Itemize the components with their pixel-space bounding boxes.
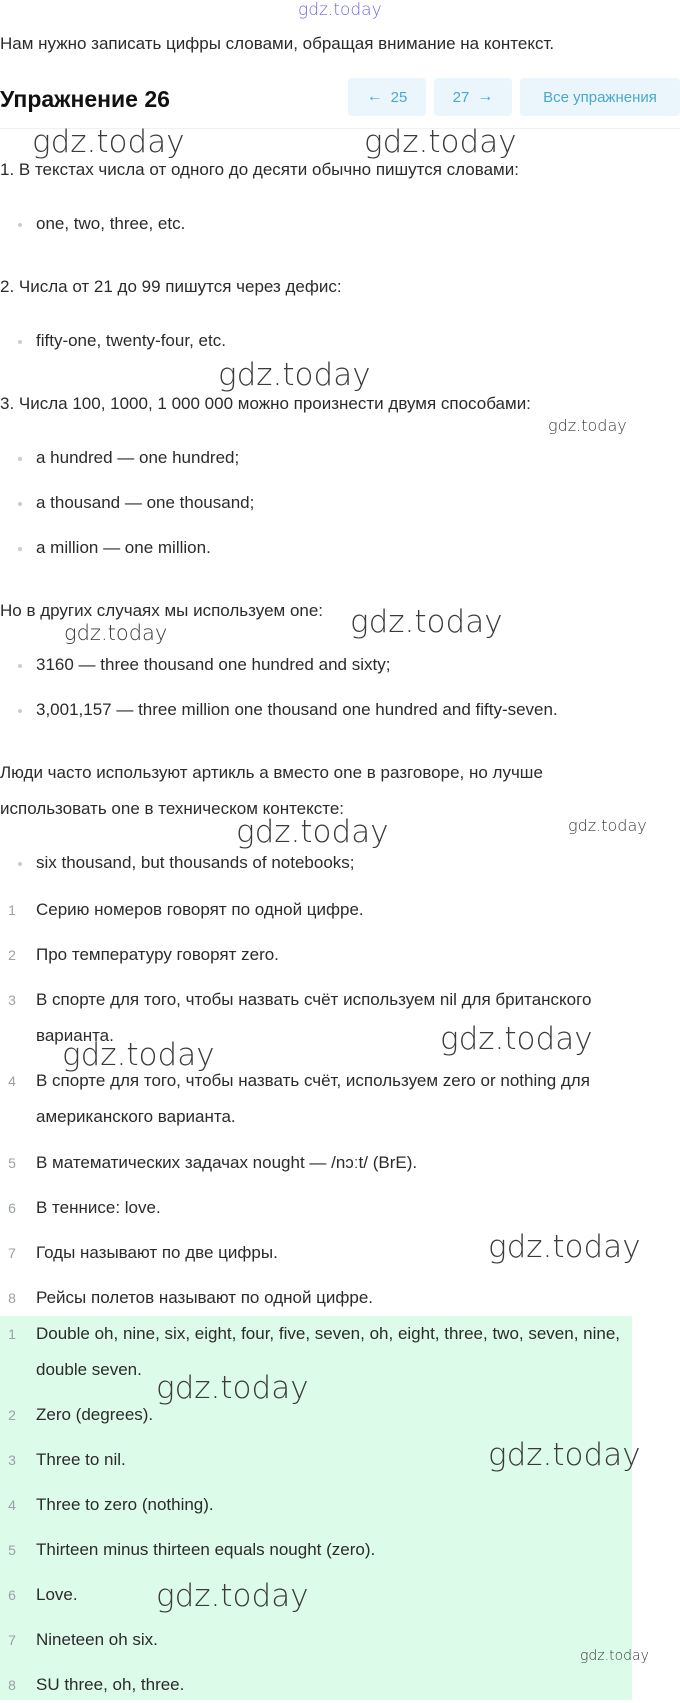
answer-number: 1 [8, 1326, 16, 1342]
list-item: a thousand — one thousand; [36, 493, 255, 512]
answer-number: 7 [8, 1632, 16, 1648]
list-item: Рейсы полетов называют по одной цифре. [36, 1288, 374, 1307]
answer-item: Zero (degrees). [36, 1405, 154, 1424]
list-item: В спорте для того, чтобы назвать счёт, используем zero or nothing для американского варианта. [36, 1071, 590, 1126]
watermark: gdz.today [488, 1437, 641, 1473]
list-item: 3160 — three thousand one hundred and sixty; [36, 655, 391, 674]
answer-item: Three to zero (nothing). [36, 1495, 214, 1514]
answer-number: 3 [8, 1452, 16, 1468]
paragraph: Люди часто используют артикль a вместо one в разговоре, но лучше использовать one в техническом контексте: [0, 763, 543, 818]
list-item: В спорте для того, чтобы назвать счёт используем nil для британского варианта. [36, 990, 592, 1045]
prev-exercise-label: 25 [390, 88, 408, 106]
watermark: gdz.today [218, 357, 371, 393]
list-item: a hundred — one hundred; [36, 448, 240, 467]
watermark: gdz.today [156, 1578, 309, 1614]
list-number: 8 [8, 1290, 16, 1306]
watermark: gdz.today [64, 621, 168, 645]
watermark: gdz.today [548, 416, 627, 435]
watermark: gdz.today [236, 814, 389, 850]
answer-number: 8 [8, 1677, 16, 1693]
watermark: gdz.today [32, 124, 185, 160]
answer-number: 2 [8, 1407, 16, 1423]
watermark: gdz.today [350, 604, 503, 640]
paragraph: 1. В текстах числа от одного до десяти обычно пишутся словами: [0, 160, 519, 179]
paragraph: 2. Числа от 21 до 99 пишутся через дефис: [0, 277, 342, 296]
list-item: Годы называют по две цифры. [36, 1243, 278, 1262]
paragraph: Но в других случаях мы используем one: [0, 601, 324, 620]
list-item: fifty-one, twenty-four, etc. [36, 331, 226, 350]
list-item: one, two, three, etc. [36, 214, 186, 233]
watermark: gdz.today [298, 0, 382, 20]
watermark: gdz.today [440, 1021, 593, 1057]
list-number: 6 [8, 1200, 16, 1216]
list-number: 1 [8, 902, 16, 918]
list-item: a million — one million. [36, 538, 211, 557]
answer-item: Nineteen oh six. [36, 1630, 158, 1649]
list-number: 2 [8, 947, 16, 963]
all-exercises-label: Все упражнения [543, 88, 657, 106]
paragraph: 3. Числа 100, 1000, 1 000 000 можно произнести двумя способами: [0, 394, 531, 413]
list-item: Серию номеров говорят по одной цифре. [36, 900, 364, 919]
prev-exercise-button[interactable] [348, 78, 426, 116]
list-number: 5 [8, 1155, 16, 1171]
list-item: В теннисе: love. [36, 1198, 161, 1217]
answer-item: SU three, oh, three. [36, 1675, 185, 1694]
all-exercises-button[interactable] [520, 78, 680, 116]
watermark: gdz.today [488, 1229, 641, 1265]
answer-item: Love. [36, 1585, 78, 1604]
exercise-header [0, 76, 680, 129]
list-item: Про температуру говорят zero. [36, 945, 279, 964]
arrow-left-icon: ← [366, 88, 383, 105]
answer-item: Three to nil. [36, 1450, 126, 1469]
list-item: В математических задачах nought — /nɔːt/ (BrE). [36, 1153, 418, 1172]
intro-text: Нам нужно записать цифры словами, обращая внимание на контекст. [0, 34, 555, 53]
list-number: 3 [8, 992, 16, 1008]
next-exercise-label: 27 [452, 88, 470, 106]
watermark: gdz.today [156, 1370, 309, 1406]
page-title: Упражнение 26 [0, 86, 170, 112]
watermark: gdz.today [364, 124, 517, 160]
answer-number: 4 [8, 1497, 16, 1513]
answer-item: Thirteen minus thirteen equals nought (zero). [36, 1540, 376, 1559]
arrow-right-icon: → [477, 88, 494, 105]
watermark: gdz.today [580, 1648, 649, 1664]
answer-item: Double oh, nine, six, eight, four, five, seven, oh, eight, three, two, seven, nine, double seven. [36, 1324, 621, 1379]
list-item: 3,001,157 — three million one thousand one hundred and fifty-seven. [36, 700, 558, 719]
next-exercise-button[interactable] [434, 78, 512, 116]
list-number: 4 [8, 1073, 16, 1089]
list-item: six thousand, but thousands of notebooks; [36, 853, 355, 872]
list-number: 7 [8, 1245, 16, 1261]
answer-number: 5 [8, 1542, 16, 1558]
watermark: gdz.today [568, 816, 647, 835]
answer-number: 6 [8, 1587, 16, 1603]
watermark: gdz.today [62, 1037, 215, 1073]
